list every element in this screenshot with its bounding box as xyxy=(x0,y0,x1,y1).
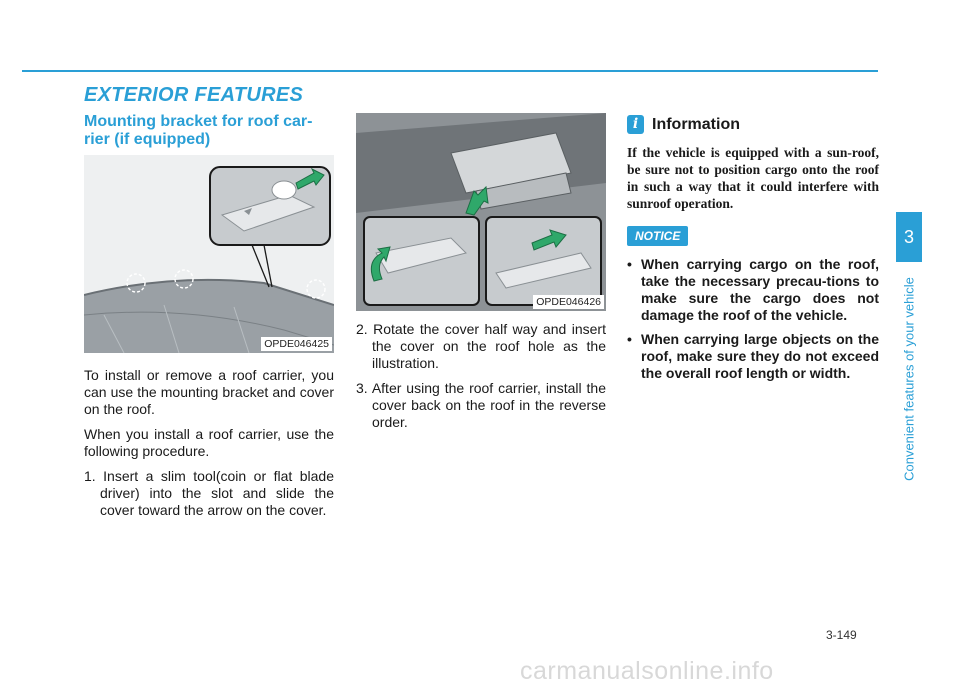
figure-cover-rotate xyxy=(356,113,606,311)
chapter-tab: 3 xyxy=(896,212,922,262)
chapter-title: Convenient features of your vehicle xyxy=(901,277,917,481)
chapter-title-vertical xyxy=(896,268,922,490)
notice-item xyxy=(627,331,879,382)
information-title: Information xyxy=(652,115,740,133)
watermark: carmanualsonline.info xyxy=(520,657,774,685)
column-2 xyxy=(356,113,606,439)
figure-code: OPDE046426 xyxy=(533,295,604,309)
info-icon: i xyxy=(627,115,644,134)
step-1: 1. Insert a slim tool(coin or flat blade driver) into the slot and slide the cover toward the arrow on the cover. xyxy=(84,468,334,518)
step-list-1 xyxy=(84,468,334,519)
bullet: • xyxy=(627,331,632,347)
notice-item-text: When carrying large objects on the roof, make sure they do not exceed the overall roof length or width. xyxy=(641,331,879,381)
cover-rotation-illustration xyxy=(356,113,606,311)
information-text: If the vehicle is equipped with a sun-roof, be sure not to position cargo onto the roof in such a way that it could interfere with sunroof operation. xyxy=(627,145,879,211)
bullet: • xyxy=(627,256,632,272)
figure-code: OPDE046425 xyxy=(261,337,332,351)
page-number: 3-149 xyxy=(826,628,857,642)
notice-item-text: When carrying cargo on the roof, take the necessary precau-tions to make sure the cargo does not damage the roof of the vehicle. xyxy=(641,256,879,323)
subheading: Mounting bracket for roof car-rier (if equipped) xyxy=(84,113,313,148)
step-2: 2. Rotate the cover half way and insert the cover on the roof hole as the illustration. xyxy=(356,321,606,371)
notice-item xyxy=(627,256,879,324)
notice-list xyxy=(627,256,879,382)
section-title: EXTERIOR FEATURES xyxy=(84,84,304,106)
car-roof-illustration xyxy=(84,155,334,353)
step-3: 3. After using the roof carrier, install the cover back on the roof in the reverse order. xyxy=(356,380,606,430)
figure-roof-bracket xyxy=(84,155,334,353)
top-rule xyxy=(22,70,878,72)
column-1 xyxy=(84,113,334,527)
procedure-paragraph: When you install a roof carrier, use the following procedure. xyxy=(84,426,334,459)
intro-paragraph: To install or remove a roof carrier, you can use the mounting bracket and cover on the roof. xyxy=(84,367,334,417)
information-header xyxy=(627,115,879,134)
step-list-2 xyxy=(356,321,606,431)
notice-badge: NOTICE xyxy=(627,226,688,246)
column-3 xyxy=(627,113,879,389)
